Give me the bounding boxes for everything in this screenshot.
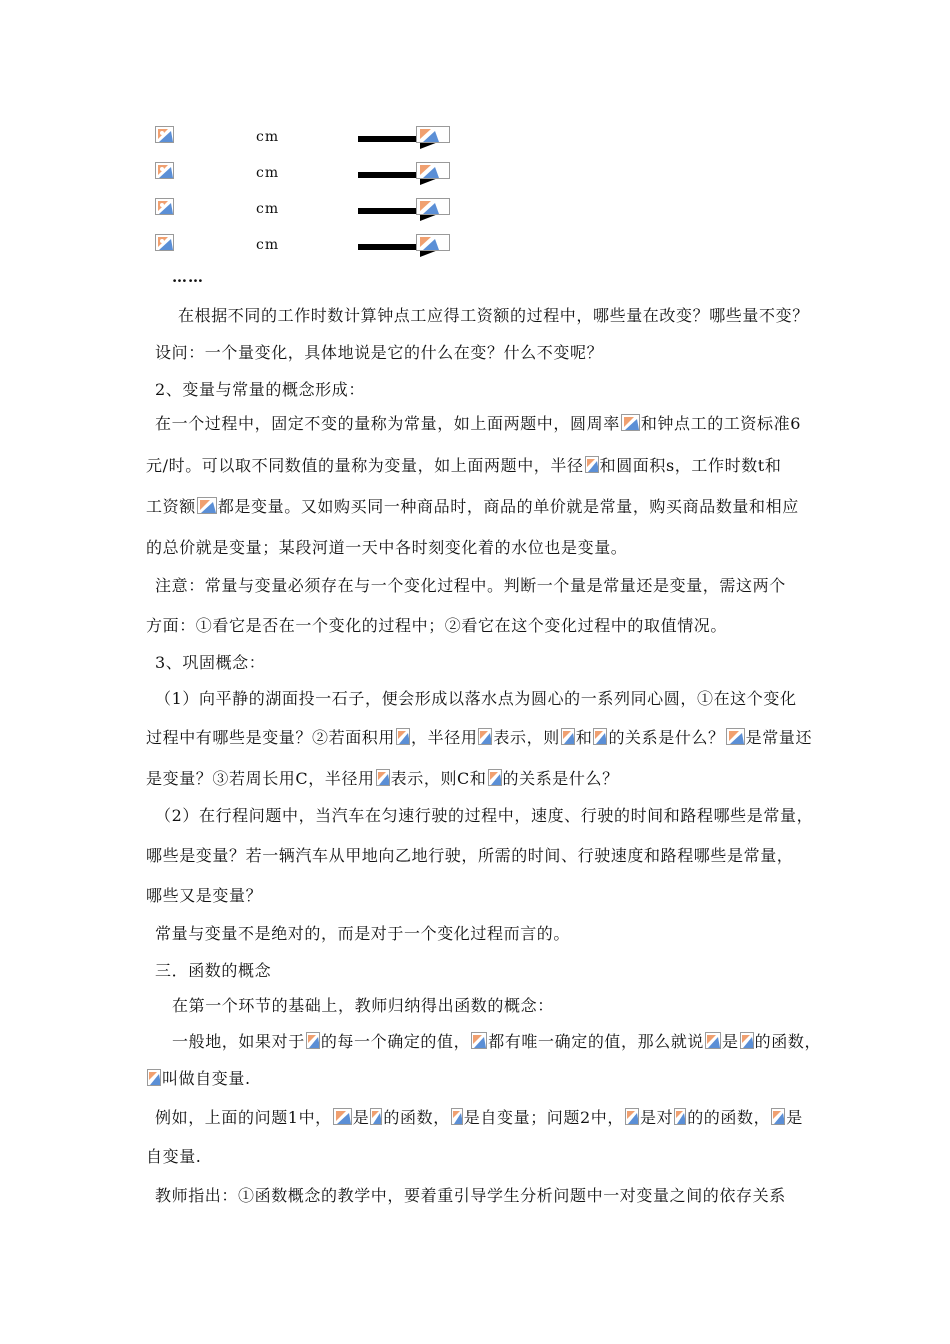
formula-row	[0, 198, 950, 222]
broken-image-icon	[155, 198, 174, 215]
r-symbol-image	[451, 1108, 463, 1125]
section-heading: 2、变量与常量的概念形成：	[155, 380, 365, 399]
broken-image-icon	[416, 126, 450, 143]
t-symbol-image	[674, 1108, 686, 1125]
x-symbol-image	[306, 1032, 320, 1049]
area-symbol-image	[561, 728, 575, 745]
paragraph: 叫做自变量.	[146, 1068, 826, 1090]
paragraph: （2）在行程问题中，当汽车在匀速行驶的过程中，速度、行驶的时间和路程哪些是常量，	[155, 806, 814, 825]
paragraph: 在根据不同的工作时数计算钟点工应得工资额的过程中，哪些量在改变？哪些量不变？	[178, 306, 809, 325]
broken-image-icon	[155, 162, 174, 179]
paragraph: （1）向平静的湖面投一石子，便会形成以落水点为圆心的一系列同心圆，①在这个变化	[155, 689, 797, 708]
unit-label: cm	[256, 201, 280, 217]
paragraph: 一般地，如果对于 的每一个确定的值， 都有唯一确定的值，那么就说 是 的函数，	[172, 1032, 822, 1051]
x-symbol-image	[740, 1032, 754, 1049]
paragraph: 注意：常量与变量必须存在与一个变化过程中。判断一个量是常量还是变量，需这两个	[155, 576, 786, 595]
paragraph: 设问：一个量变化，具体地说是它的什么在变？什么不变呢？	[155, 343, 604, 362]
paragraph: 哪些又是变量？	[146, 886, 263, 905]
paragraph: 元/时。可以取不同数值的量称为变量，如上面两题中，半径 和圆面积s，工作时数t和	[146, 456, 782, 475]
s-symbol-image	[333, 1108, 352, 1125]
formula-row	[0, 126, 950, 150]
paragraph: 自变量.	[146, 1147, 202, 1166]
broken-image-icon	[155, 126, 174, 143]
broken-image-icon	[416, 234, 450, 251]
paragraph: 过程中有哪些是变量？②若面积用 ，半径用 表示，则 和 的关系是什么？ 是常量还	[146, 728, 813, 747]
paragraph: 例如，上面的问题1中， 是 的函数， 是自变量；问题2中， 是对 的的函数， 是	[155, 1108, 803, 1127]
paragraph: 是变量？③若周长用C，半径用 表示，则C和 的关系是什么？	[146, 769, 619, 788]
broken-image-icon	[416, 198, 450, 215]
radius-symbol-image	[376, 769, 390, 786]
x-symbol-image	[147, 1069, 161, 1086]
section-heading: 三．函数的概念	[155, 961, 272, 980]
r-symbol-image	[370, 1108, 382, 1125]
paragraph: 的总价就是变量；某段河道一天中各时刻变化着的水位也是变量。	[146, 538, 628, 557]
y-symbol-image	[705, 1032, 721, 1049]
formula-row	[0, 162, 950, 186]
ellipsis: ……	[172, 268, 204, 286]
radius-symbol-image	[585, 456, 599, 473]
radius-symbol-image	[593, 728, 607, 745]
area-symbol-image	[396, 728, 410, 745]
paragraph: 方面：①看它是否在一个变化的过程中；②看它在这个变化过程中的取值情况。	[146, 616, 728, 635]
radius-symbol-image	[488, 769, 502, 786]
section-heading: 3、巩固概念：	[155, 653, 266, 672]
paragraph: 在一个过程中，固定不变的量称为常量，如上面两题中，圆周率 和钟点工的工资标准6	[155, 414, 801, 433]
y-symbol-image	[471, 1032, 487, 1049]
unit-label: cm	[256, 129, 280, 145]
pi-symbol-image	[726, 728, 745, 745]
paragraph: 哪些是变量？若一辆汽车从甲地向乙地行驶，所需的时间、行驶速度和路程哪些是常量，	[146, 846, 794, 865]
w-symbol-image	[625, 1108, 639, 1125]
paragraph: 工资额 都是变量。又如购买同一种商品时，商品的单价就是常量，购买商品数量和相应	[146, 497, 799, 516]
unit-label: cm	[256, 237, 280, 253]
t-symbol-image	[771, 1108, 785, 1125]
paragraph: 教师指出：①函数概念的教学中，要着重引导学生分析问题中一对变量之间的依存关系	[155, 1186, 786, 1205]
broken-image-icon	[416, 162, 450, 179]
paragraph: 在第一个环节的基础上，教师归纳得出函数的概念：	[172, 996, 554, 1015]
wage-symbol-image	[197, 497, 217, 514]
pi-symbol-image	[621, 414, 640, 431]
paragraph: 常量与变量不是绝对的，而是对于一个变化过程而言的。	[155, 924, 571, 943]
broken-image-icon	[155, 234, 174, 251]
radius-symbol-image	[478, 728, 492, 745]
formula-row	[0, 234, 950, 258]
unit-label: cm	[256, 165, 280, 181]
